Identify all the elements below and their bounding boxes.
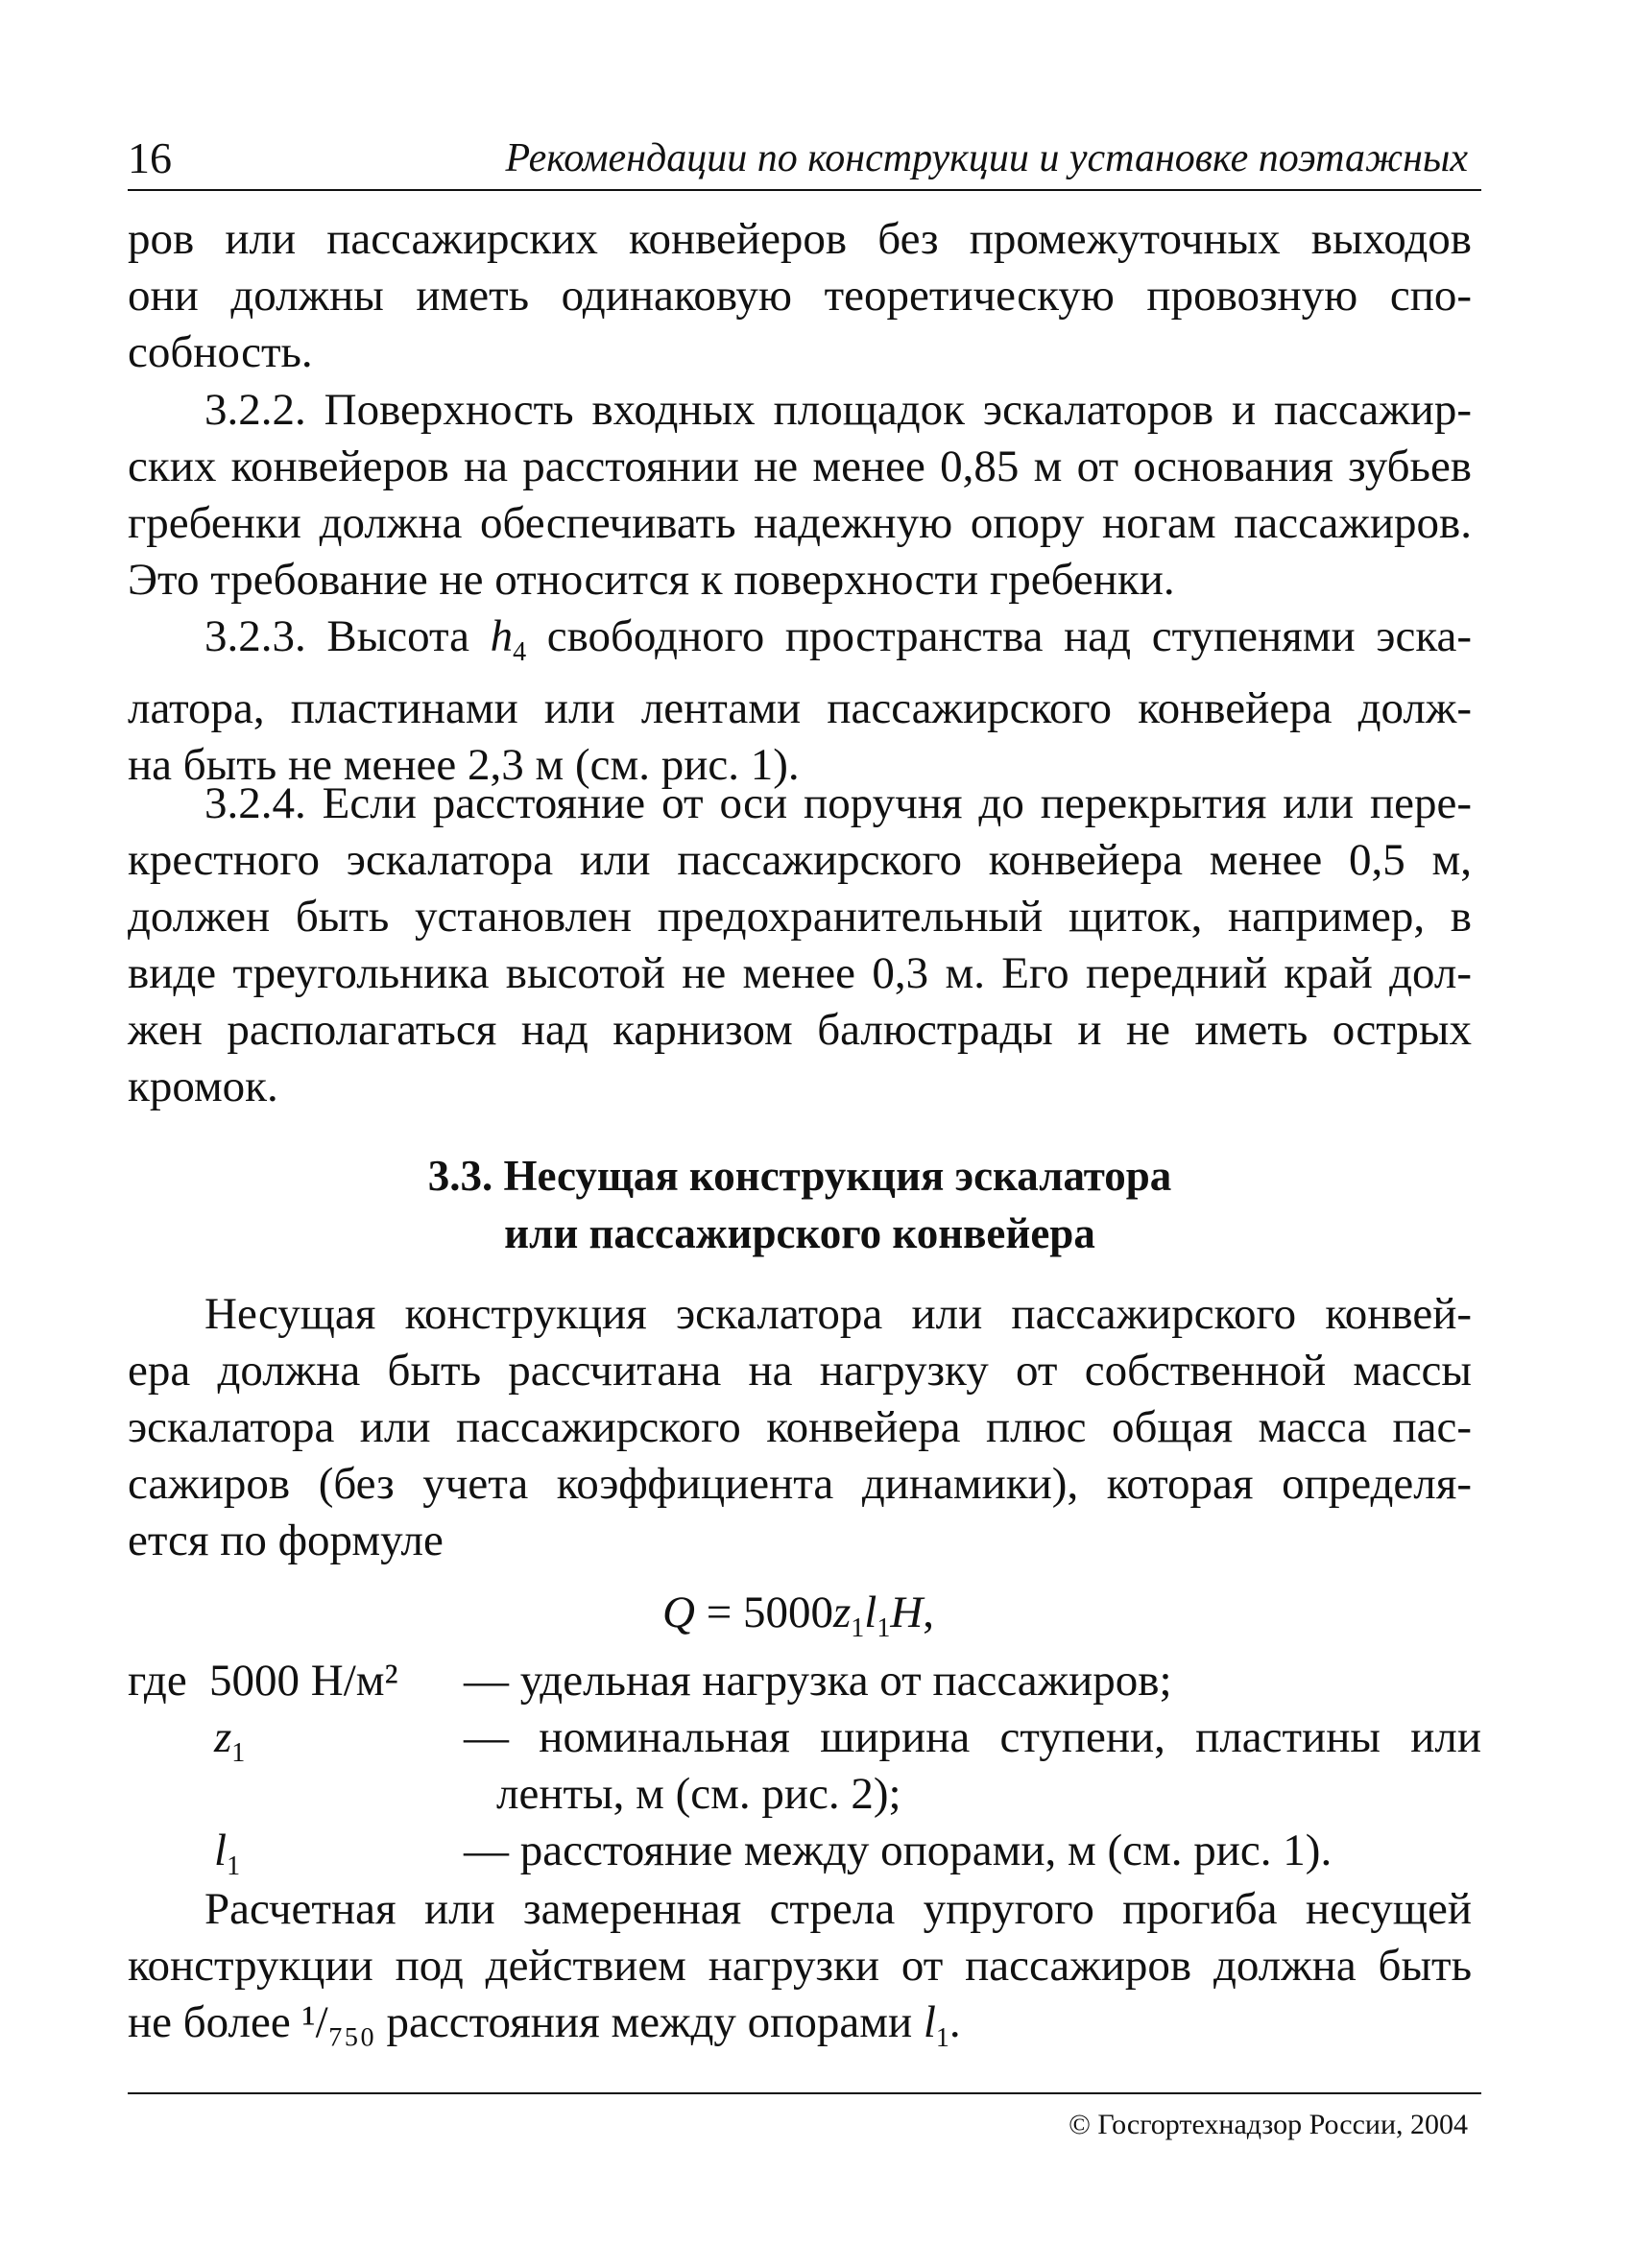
page-number: 16 [128,133,172,182]
text-line: ров или пассажирских конвейеров без промежуточных выходов [128,214,1472,264]
text-line: крестного эскалатора или пассажирского конвейера менее 0,5 м, [128,835,1472,885]
text-line: Расчетная или замеренная стрела упругого прогиба несущей [204,1884,1472,1934]
formula: $Q = 5000z_1l_1H$, [662,1588,935,1643]
text-line: Это требование не относится к поверхности гребенки. [128,555,1175,605]
variable-symbol: $l_1$ [214,1826,241,1881]
paragraph-continuation [128,211,1472,381]
paragraph-3-2-2 [128,382,1472,609]
text-line: они должны иметь одинаковую теоретическую провозную спо- [128,271,1472,321]
variable-symbol: $z_1$ [214,1712,246,1768]
definition-row [128,1823,1481,1879]
unit-symbol: 5000 Н/м² [209,1656,398,1706]
text-line: не более ¹/₇₅₀ расстояния между опорами $l_1$. [128,1997,961,2053]
text-line: виде треугольника высотой не менее 0,3 м. Его передний край дол- [128,948,1472,998]
text-line: сажиров (без учета коэффициента динамики), которая определя- [128,1459,1472,1509]
text-line: Несущая конструкция эскалатора или пассажирского конвей- [204,1289,1472,1339]
text-line: 3.2.2. Поверхность входных площадок эскалаторов и пассажир- [204,385,1472,435]
text-line: латора, пластинами или лентами пассажирского конвейера долж- [128,683,1472,733]
paragraph-final [128,1881,1472,2066]
text-line: жен располагаться над карнизом балюстрады и не иметь острых [128,1005,1472,1055]
text-line: собность. [128,327,313,377]
definition-row [128,1766,1481,1823]
definition-text: — расстояние между опорами, м (см. рис. 1). [464,1826,1333,1875]
paragraph-3-2-4 [128,776,1472,1115]
header-rule [128,189,1481,191]
text-line: ется по формуле [128,1516,444,1565]
running-title: Рекомендации по конструкции и установке поэтажных [505,136,1468,180]
section-heading-line: или пассажирского конвейера [504,1209,1095,1257]
variable-definitions [128,1653,1481,1879]
definition-text: — номинальная ширина ступени, пластины или [464,1712,1481,1762]
text-line: гребенки должна обеспечивать надежную опору ногам пассажиров. [128,498,1472,548]
footer-rule [128,2092,1481,2094]
text-line: ских конвейеров на расстоянии не менее 0,85 м от основания зубьев [128,442,1472,491]
definition-text: ленты, м (см. рис. 2); [496,1769,901,1819]
paragraph-3-2-3 [128,609,1472,794]
paragraph-3-3 [128,1286,1472,1569]
definition-row [128,1653,1481,1709]
where-word: где [128,1656,187,1706]
text-line: конструкции под действием нагрузки от пассажиров должна быть [128,1941,1472,1991]
text-line: на быть не менее 2,3 м (см. рис. 1). [128,740,800,790]
section-heading [128,1147,1472,1262]
definition-text: — удельная нагрузка от пассажиров; [464,1656,1172,1706]
text-line: должен быть установлен предохранительный щиток, например, в [128,892,1472,942]
copyright: © Госгортехнадзор России, 2004 [1069,2109,1468,2140]
text-line: эскалатора или пассажирского конвейера плюс общая масса пас- [128,1402,1472,1452]
text-line: ера должна быть рассчитана на нагрузку от собственной массы [128,1346,1472,1396]
text-line: кромок. [128,1062,278,1111]
text-line: 3.2.3. Высота $h_4$ свободного пространства над ступенями эска- [204,611,1472,667]
text-line: 3.2.4. Если расстояние от оси поручня до перекрытия или пере- [204,778,1472,828]
definition-row [128,1709,1481,1766]
section-heading-line: 3.3. Несущая конструкция эскалатора [427,1152,1172,1200]
